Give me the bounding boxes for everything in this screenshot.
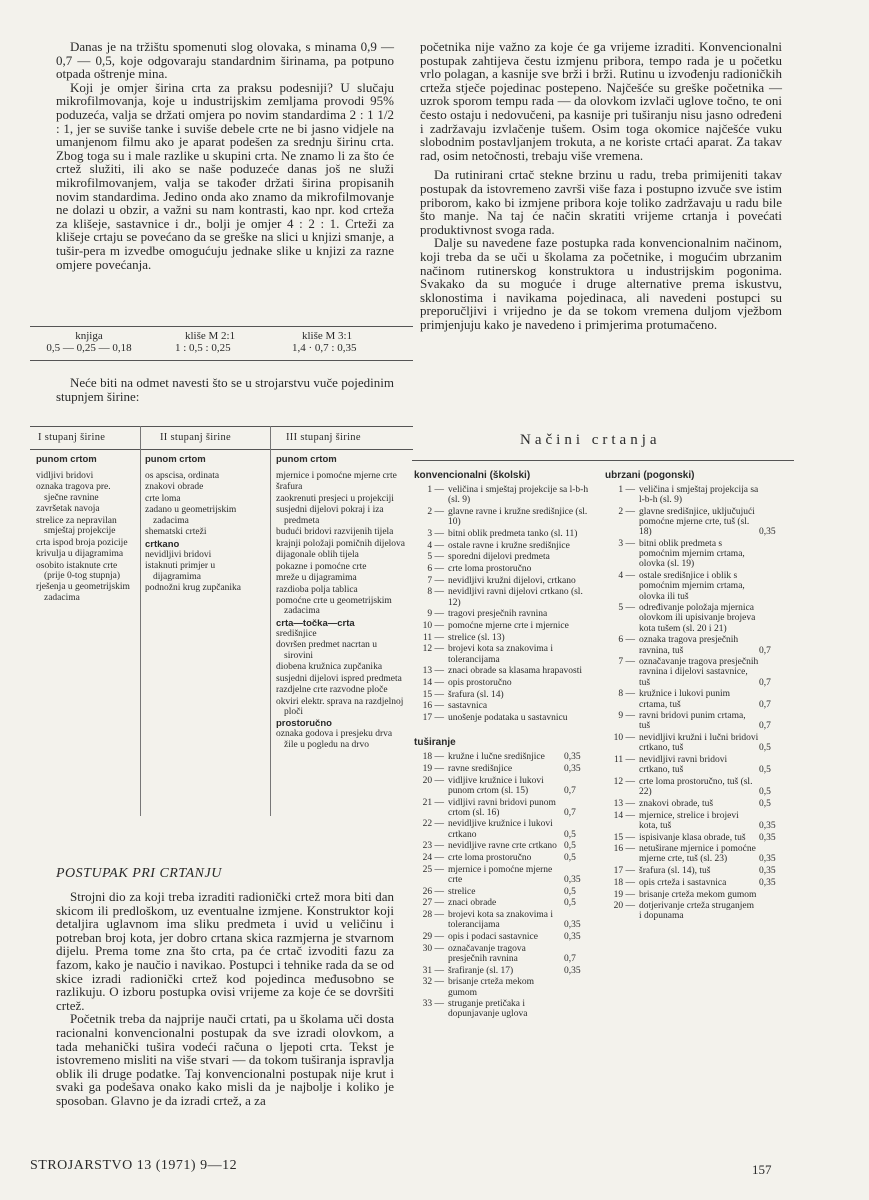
col-heading: punom crtom <box>145 454 206 465</box>
step-number: 12 — <box>613 776 635 787</box>
step-number: 10 — <box>613 733 635 744</box>
step-text: brojevi kota sa znakovima i tolerancijama <box>448 644 553 665</box>
step-number: 6 — <box>618 635 635 646</box>
step-text: sporedni dijelovi predmeta <box>448 552 550 563</box>
step-text: strelice <box>448 886 476 897</box>
step-text: bitni oblik predmeta tanko (sl. 11) <box>448 528 578 539</box>
step-entry <box>414 764 590 774</box>
step-number: 12 — <box>422 644 444 655</box>
step-number: 17 — <box>422 713 444 724</box>
step-number: 14 — <box>613 810 635 821</box>
intro-text <box>56 40 394 271</box>
step-entry <box>414 910 590 930</box>
line-width: 0,7 <box>759 677 771 688</box>
table-col-2 <box>145 454 265 594</box>
step-number: 32 — <box>422 977 444 988</box>
line-width: 0,35 <box>564 875 581 885</box>
step-number: 9 — <box>618 711 635 722</box>
nacini-title: Načini crtanja <box>520 432 661 448</box>
step-entry <box>605 571 785 602</box>
step-text: određivanje položaja mjernica olovkom ili upisivanje brojeva kota tušem (sl. 20 i 21) <box>639 603 756 634</box>
col-items <box>276 629 408 717</box>
step-text: glavne središnjice, uključujući pomoćne mjerne crte, tuš (sl. 18) <box>639 506 755 538</box>
list-item: rješenja u geometrijskim zadacima <box>36 582 130 603</box>
step-text: dotjerivanje crteža struganjem i dopunama <box>639 901 755 922</box>
line-width: 0,35 <box>759 820 776 831</box>
list-item: podnožni krug zupčanika <box>145 582 242 593</box>
step-entry <box>414 999 590 1019</box>
step-text: brojevi kota sa znakovima i tolerancijama <box>448 910 553 931</box>
table-header-1: I stupanj širine <box>38 432 106 443</box>
ratio-values: 1 : 0,5 : 0,25 <box>175 342 231 354</box>
step-text: ravni bridovi punim crtama, tuš <box>639 711 746 732</box>
col-items <box>145 471 265 538</box>
step-number: 6 — <box>427 563 444 574</box>
step-text: šrafiranje (sl. 17) <box>448 965 514 976</box>
step-entry <box>414 853 590 863</box>
ratio-label: kliše M 2:1 <box>185 330 236 342</box>
paragraph: Dalje su navedene faze postupka rada konvencionalnim načinom, koji treba da se uči u školama za početnike, i mogućim ubrzanim načinom rutinerskog konstruktora u industrijskim pogonima. Svakako da su moguće i druge alternative prema iskustvu, sklonostima i navikama pojedinaca, ali navedeni postupci su preporučljivi i vrijedno je da se tokom vremena duljom vježbom primjenjuju kako je navedeno i primjerima protumačeno. <box>420 235 782 332</box>
list-item: razdioba polja tablica <box>276 584 358 595</box>
step-number: 18 — <box>613 877 635 888</box>
right-text <box>420 40 782 331</box>
step-entry <box>414 678 590 688</box>
paragraph: Da rutinirani crtač stekne brzinu u radu, treba primijeniti takav postupak da istovremeno završi više faza i postupno izvuče sve istim priborom, kako bi izmjene pribora koje toliko zadržavaju u radu bile što manje. Na taj će način skratiti vrijeme crtanja i povećati produktivnost svoga rada. <box>420 167 782 237</box>
ratio-values: 1,4 · 0,7 : 0,35 <box>292 342 357 354</box>
step-text: oznaka tragova presječnih ravnina, tuš <box>639 635 739 656</box>
step-text: crte loma prostoručno, tuš (sl. 22) <box>639 776 753 798</box>
step-number: 16 — <box>613 844 635 855</box>
list-item: zadano u geometrijskim zadacima <box>145 505 237 526</box>
step-text: pomoćne mjerne crte i mjernice <box>448 620 569 631</box>
step-entry <box>414 966 590 976</box>
table-col-rule <box>270 426 271 816</box>
step-entry <box>605 733 785 753</box>
list-item: nevidljivi bridovi <box>145 549 212 560</box>
step-number: 15 — <box>422 689 444 700</box>
paragraph: Početnik treba da najprije nauči crtati, pa u školama uči dosta racionalni konvencionalni postupak da sve izradi olovkom, a tada mehanički tušira vodeći računa o ljepoti crta. Tekst je istovremeno misliti na više stvari — da tokom tuširanja ispravlja oblik ili druge podatke. Taj konvencionalni postupak nije krut i svaki ga podešava onako kako misli da je najbolje i koliko je sposoban. Glavno je da izradi crtež, a za <box>56 1011 394 1108</box>
table-col-3 <box>276 454 408 751</box>
step-entry <box>414 713 590 723</box>
step-entry <box>605 890 785 900</box>
line-width: 0,35 <box>564 965 581 976</box>
list-item: oznaka tragova pre. sječne ravnine <box>36 482 111 503</box>
col-heading: punom crtom <box>36 454 97 465</box>
list-item: os apscisa, ordinata <box>145 471 220 481</box>
step-entry <box>605 844 785 864</box>
step-text: crte loma prostoručno <box>448 853 532 864</box>
step-text: šrafura (sl. 14) <box>448 689 504 700</box>
conv-column <box>414 470 590 1021</box>
list-item: crte loma <box>145 493 181 504</box>
list-item: osobito istaknute crte (prije 0-tog stupnja) <box>36 560 120 581</box>
step-entry <box>414 485 590 505</box>
line-width: 0,35 <box>564 920 581 931</box>
line-width: 0,5 <box>564 898 576 909</box>
line-width: 0,5 <box>759 787 771 798</box>
step-number: 28 — <box>422 910 444 921</box>
col-items <box>276 471 408 617</box>
table-header-rule <box>30 449 413 450</box>
step-text: vidljive kružnice i lukovi punom crtom (sl. 15) <box>448 775 544 796</box>
step-text: znaci obrade sa klasama hrapavosti <box>448 666 582 677</box>
list-item: pokazne i pomoćne crte <box>276 561 367 572</box>
step-entry <box>414 507 590 527</box>
step-number: 3 — <box>427 528 444 539</box>
step-entry <box>414 865 590 885</box>
step-entry <box>414 977 590 997</box>
step-text: nevidljivi kružni i lučni bridovi crtkano, tuš <box>639 733 759 754</box>
ratio-cliche-3 <box>292 330 402 354</box>
step-number: 8 — <box>427 587 444 598</box>
line-width: 0,35 <box>564 763 581 774</box>
col-subheading: crta—točka—crta <box>276 617 355 629</box>
step-text: sastavnica <box>448 701 488 712</box>
line-width: 0,7 <box>564 785 576 796</box>
step-text: brisanje crteža mekom gumom <box>448 977 534 998</box>
step-number: 17 — <box>613 866 635 877</box>
paragraph: početnika nije važno za koje će ga vrijeme izraditi. Konvencionalni postupak zahtijeva čestu izmjenu pribora, tempo rada je u početku vrlo polagan, a kasnije sve brži i brži. Rutinu u izvođenju radioničkih crteža stječe pojedinac postepeno. Najčešće su greške početnika — uzrok sporom tempu rada — da olovkom izvlači uglove točno, te oni često ostaju i nedovučeni, pa kasnije pri tuširanju nisu jasno određeni i zadržavaju izvlačenje tušem. Osim toga okomice najčešće vuku slobodnim postavljanjem trokuta, a ne koriste crtaći aparat. Za takav rad, osim netočnosti, trebaju više vremena. <box>420 39 782 163</box>
list-item: strelice za nepravilan smještaj projekcije <box>36 515 117 537</box>
table-col-rule <box>140 426 141 816</box>
line-width: 0,5 <box>564 886 576 897</box>
step-entry <box>605 799 785 809</box>
step-entry <box>414 552 590 562</box>
list-item: pomoćne crte u geometrijskim zadacima <box>276 596 392 617</box>
step-text: mjernice, strelice i brojevi kota, tuš <box>639 810 739 831</box>
list-item: dijagonale oblih tijela <box>276 550 359 561</box>
step-text: vidljivi ravni bridovi punom crtom (sl. 16) <box>448 797 556 818</box>
step-number: 19 — <box>613 889 635 900</box>
step-entry <box>414 701 590 711</box>
list-item: razdjelne crte razvodne ploče <box>276 685 388 696</box>
step-number: 19 — <box>422 763 444 774</box>
list-item: krajnji položaji pomičnih dijelova <box>276 538 406 549</box>
step-number: 7 — <box>427 575 444 586</box>
line-width: 0,7 <box>564 807 576 818</box>
step-number: 11 — <box>422 632 444 643</box>
col-items <box>276 729 408 750</box>
step-text: nevidljivi kružni dijelovi, crtkano <box>448 575 576 586</box>
list-item: okviri elektr. sprava na razdjelnoj ploči <box>276 696 404 717</box>
list-item: susjedni dijelovi ispred predmeta <box>276 673 402 684</box>
line-width: 0,5 <box>759 798 771 809</box>
step-text: strelice (sl. 13) <box>448 632 505 643</box>
step-entry <box>414 944 590 964</box>
steps-intro: Neće biti na odmet navesti što se u strojarstvu vuče pojedinim stupnjem širine: <box>56 375 394 404</box>
list-item: susjedni dijelovi pokraj i iza predmeta <box>276 505 384 526</box>
step-text: znakovi obrade, tuš <box>639 798 714 809</box>
list-item: crta ispod broja pozicije <box>36 537 128 548</box>
step-entry <box>414 752 590 762</box>
step-entry <box>414 798 590 818</box>
step-entry <box>605 711 785 731</box>
step-text: nevidljive kružnice i lukovi crtkano <box>448 819 553 840</box>
step-text: tragovi presječnih ravnina <box>448 609 548 620</box>
list-item: središnjice <box>276 628 317 639</box>
step-text: nevidljive ravne crte crtkano <box>448 841 557 852</box>
page-number: 157 <box>752 1162 772 1177</box>
line-width: 0,35 <box>759 832 776 843</box>
step-entry <box>605 657 785 688</box>
divider <box>412 460 794 461</box>
list-item: budući bridovi razvijenih tijela <box>276 527 394 538</box>
paragraph: Danas je na tržištu spomenuti slog olovaka, s minama 0,9 — 0,7 — 0,5, koje odgovaraju standardnim širinama, pa potpuno otpada oštrenje mina. <box>56 39 394 82</box>
step-number: 1 — <box>427 485 444 495</box>
step-text: ostale ravne i kružne središnjice <box>448 540 570 551</box>
step-text: opis prostoručno <box>448 677 512 688</box>
step-text: ostale središnjice i oblik s pomoćnim mjernim crtama, olovka ili tuš <box>639 571 745 602</box>
line-width: 0,5 <box>759 743 771 754</box>
step-number: 8 — <box>618 689 635 700</box>
step-text: netuširane mjernice i pomoćne mjerne crte, tuš (sl. 23) <box>639 844 756 865</box>
step-number: 15 — <box>613 832 635 843</box>
step-entry <box>605 866 785 876</box>
step-entry <box>605 777 785 797</box>
step-entry <box>605 539 785 570</box>
step-text: crte loma prostoručno <box>448 563 532 574</box>
step-entry <box>414 898 590 908</box>
step-entry <box>414 644 590 664</box>
step-number: 21 — <box>422 797 444 808</box>
list-item: diobena kružnica zupčanika <box>276 662 383 673</box>
step-text: znaci obrade <box>448 898 497 909</box>
section-text <box>56 890 394 1108</box>
step-number: 20 — <box>613 901 635 912</box>
table-col-1 <box>36 454 136 604</box>
ubr-list <box>605 485 785 922</box>
step-number: 5 — <box>427 552 444 563</box>
line-width: 0,35 <box>564 752 581 763</box>
list-item: dovršen predmet nacrtan u sirovini <box>276 640 378 661</box>
step-text: kružnice i lukovi punim crtama, tuš <box>639 689 731 710</box>
col-items <box>145 550 265 594</box>
list-item: mreže u dijagramima <box>276 573 357 584</box>
step-number: 3 — <box>618 539 635 550</box>
step-entry <box>605 689 785 709</box>
list-item: istaknuti primjer u dijagramima <box>145 561 216 582</box>
line-width: 0,35 <box>759 866 776 877</box>
step-text: ravne središnjice <box>448 763 513 774</box>
list-item: oznaka godova i presjeku drva žile u pogledu na drvo <box>276 729 393 750</box>
step-entry <box>414 666 590 676</box>
step-text: glavne ravne i kružne središnjice (sl. 10) <box>448 506 588 528</box>
step-number: 14 — <box>422 677 444 688</box>
list-item: mjernice i pomoćne mjerne crte <box>276 471 397 481</box>
step-number: 18 — <box>422 752 444 763</box>
step-entry <box>605 755 785 775</box>
step-number: 2 — <box>618 506 635 517</box>
line-width: 0,35 <box>759 877 776 888</box>
step-text: nevidljivi ravni dijelovi crtkano (sl. 12) <box>448 587 583 608</box>
step-entry <box>414 587 590 607</box>
divider <box>30 360 413 361</box>
line-width: 0,7 <box>759 699 771 710</box>
ubr-heading: ubrzani (pogonski) <box>605 470 695 481</box>
paragraph: Koji je omjer širina crta za praksu podesniji? U slučaju mikrofilmovanja, koje u industrijskim zemljama provodi 95% poduzeća, valja se držati omjera po novim standardima 2 : 1 1/2 : 1, jer se suviše tanke i suviše debele crte ne bi jasno vidjele na umanjenom filmu ako je aparat podešen za srednju širinu crta. Zbog toga su i male razlike u skupini crta. Ne znamo li za što će crtež služiti, ili ako se naše poduzeće danas još ne služi mikrofilmovanjem, valja se također držati širina propisanih novim standardima. Jedino onda ako znamo da mikrofilmovanje ne dolazi u obzir, a važni su nam kontrasti, kao npr. kod crteža za klišeje, sastavnice i dr., bolji je omjer 4 : 2 : 1. Crteži za klišeje crtaju se povećano da se greške na slici u knjizi smanje, a tušir-pera m izvedbe omogućuju jednake slike u knjizi za razne omjere povećanja. <box>56 79 394 272</box>
step-number: 1 — <box>618 485 635 495</box>
conv-list <box>414 485 590 723</box>
line-width: 0,35 <box>759 854 776 865</box>
step-number: 16 — <box>422 701 444 712</box>
conv-heading: konvencionalni (školski) <box>414 470 531 481</box>
step-number: 2 — <box>427 506 444 517</box>
line-width: 0,5 <box>564 841 576 852</box>
step-entry <box>605 833 785 843</box>
paragraph: Strojni dio za koji treba izraditi radionički crtež mora biti dan skicom ili predloškom, uz eventualne izmjene. Konstruktor koji detaljira uglavnom ima sliku predmeta i uvid u veličinu i potreban broj kota, jer dobro crtana skica razmjerna je stvarnom dijelu. Prema tome zna što crta, pa će crtač izvoditi fazu za fazom, kako je naučio i navikao. Postupci i tehnike rada da se od skice izradi radionički crtež kod pojedinca međusobno se razlikuju. O izboru postupka ovisi vrijeme za koje će se dovršiti crtež. <box>56 889 394 1013</box>
step-text: opis crteža i sastavnica <box>639 877 727 888</box>
step-text: ispisivanje klasa obrade, tuš <box>639 832 746 843</box>
step-number: 33 — <box>422 999 444 1010</box>
ratio-values: 0,5 — 0,25 — 0,18 <box>46 342 132 354</box>
list-item: shematski crteži <box>145 527 207 538</box>
step-text: mjernice i pomoćne mjerne crte <box>448 864 553 885</box>
step-text: označavanje tragova presječnih ravnina i dijelovi sastavnice, tuš <box>639 657 759 688</box>
step-number: 30 — <box>422 943 444 954</box>
col-heading: punom crtom <box>276 454 337 465</box>
table-header-2: II stupanj širine <box>160 432 232 443</box>
list-item: završetak navoja <box>36 504 100 515</box>
step-entry <box>414 887 590 897</box>
step-number: 11 — <box>613 755 635 766</box>
step-text: kružne i lučne središnjice <box>448 752 545 763</box>
list-item: znakovi obrade <box>145 482 204 493</box>
step-number: 20 — <box>422 775 444 786</box>
step-entry <box>605 878 785 888</box>
table-top-rule <box>30 426 413 427</box>
col-subheading: prostoručno <box>276 718 332 730</box>
step-text: opis i podaci sastavnice <box>448 932 538 943</box>
step-number: 13 — <box>422 666 444 677</box>
list-item: krivulja u dijagramima <box>36 549 124 560</box>
ratio-book <box>34 330 144 354</box>
step-text: veličina i smještaj projekcija sa l-b-h (sl. 9) <box>639 485 759 506</box>
step-entry <box>414 841 590 851</box>
step-number: 5 — <box>618 603 635 614</box>
tus-heading: tuširanje <box>414 737 456 749</box>
line-width: 0,35 <box>759 527 776 538</box>
step-text: unošenje podataka u sastavnicu <box>448 713 568 724</box>
step-text: označavanje tragova presječnih ravnina <box>448 943 526 964</box>
step-text: brisanje crteža mekom gumom <box>639 889 757 900</box>
step-number: 10 — <box>422 620 444 631</box>
step-entry <box>414 633 590 643</box>
line-width: 0,5 <box>759 765 771 776</box>
col-subheading: crtkano <box>145 538 180 550</box>
list-item: vidljivi bridovi <box>36 471 94 481</box>
line-width: 0,5 <box>564 829 576 840</box>
line-width: 0,5 <box>564 853 576 864</box>
journal-footer: STROJARSTVO 13 (1971) 9—12 <box>30 1158 238 1173</box>
step-entry <box>414 609 590 619</box>
step-entry <box>414 541 590 551</box>
step-entry <box>414 932 590 942</box>
tus-list <box>414 752 590 1019</box>
ratio-label: kliše M 3:1 <box>302 330 353 342</box>
step-number: 22 — <box>422 819 444 830</box>
step-entry <box>605 635 785 655</box>
section-title: POSTUPAK PRI CRTANJU <box>56 866 222 881</box>
step-number: 23 — <box>422 841 444 852</box>
step-number: 24 — <box>422 853 444 864</box>
step-entry <box>414 621 590 631</box>
line-width: 0,7 <box>759 645 771 656</box>
step-number: 4 — <box>427 540 444 551</box>
step-number: 25 — <box>422 864 444 875</box>
col-items <box>36 471 136 603</box>
step-entry <box>414 576 590 586</box>
step-text: struganje pretičaka i dopunjavanje uglova <box>448 999 528 1020</box>
step-entry <box>414 819 590 839</box>
step-entry <box>605 485 785 505</box>
step-number: 13 — <box>613 798 635 809</box>
divider <box>30 326 413 327</box>
step-text: šrafura (sl. 14), tuš <box>639 866 711 877</box>
ubr-column <box>605 470 785 923</box>
list-item: zaokrenuti presjeci u projekciji <box>276 493 394 504</box>
step-number: 27 — <box>422 898 444 909</box>
step-entry <box>414 529 590 539</box>
step-number: 7 — <box>618 657 635 668</box>
step-number: 31 — <box>422 965 444 976</box>
step-text: bitni oblik predmeta s pomoćnim mjernim crtama, olovka (sl. 19) <box>639 539 745 570</box>
step-entry <box>605 901 785 921</box>
ratio-cliche-2 <box>175 330 285 354</box>
step-number: 26 — <box>422 886 444 897</box>
step-entry <box>414 776 590 796</box>
line-width: 0,7 <box>564 953 576 964</box>
line-width: 0,7 <box>759 721 771 732</box>
step-number: 9 — <box>427 609 444 620</box>
step-text: nevidljivi ravni bridovi crtkano, tuš <box>639 755 728 776</box>
step-entry <box>605 603 785 634</box>
step-text: veličina i smještaj projekcije sa l-b-h (sl. 9) <box>448 485 589 506</box>
step-entry <box>414 690 590 700</box>
step-number: 29 — <box>422 932 444 943</box>
list-item: šrafura <box>276 482 303 493</box>
step-entry <box>605 811 785 831</box>
step-entry <box>414 564 590 574</box>
step-number: 4 — <box>618 571 635 582</box>
table-header-3: III stupanj širine <box>286 432 361 443</box>
step-entry <box>605 507 785 538</box>
ratio-label: knjiga <box>75 330 103 342</box>
line-width: 0,35 <box>564 932 581 943</box>
